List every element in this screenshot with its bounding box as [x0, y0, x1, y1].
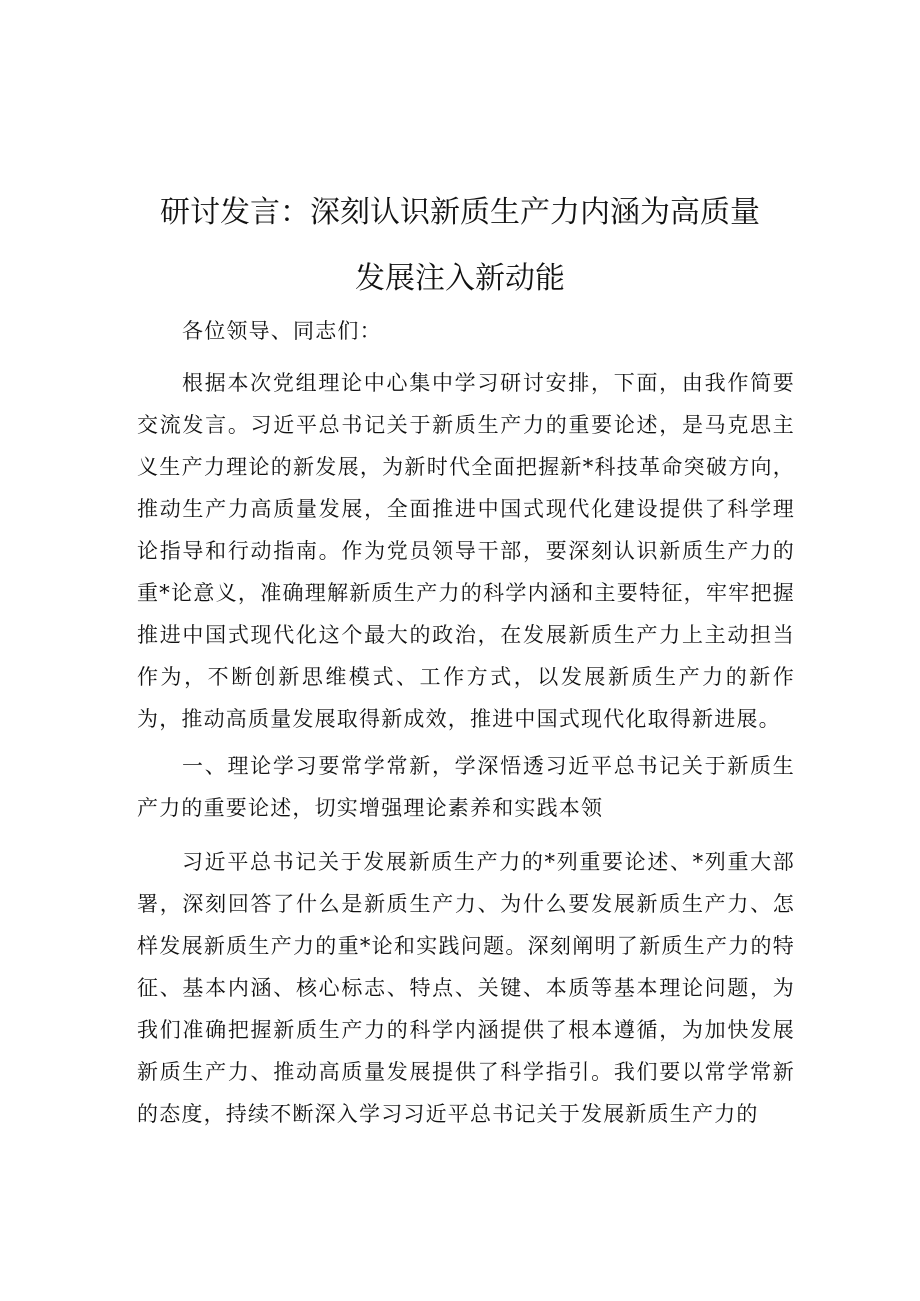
document-title-line-2: 发展注入新动能	[355, 261, 565, 296]
section-1-paragraph: 习近平总书记关于发展新质生产力的*列重要论述、*列重大部署，深刻回答了什么是新质生产力、为什么要发展新质生产力、怎样发展新质生产力的重*论和实践问题。深刻阐明了新质生产力的特征、基本内涵、核心标志、特点、关键、本质等基本理论问题，为我们准确把握新质生产力的科学内涵提供了根本遵循，为加快发展新质生产力、推动高质量发展提供了科学指引。我们要以常学常新的态度，持续不断深入学习习近平总书记关于发展新质生产力的	[137, 850, 795, 1126]
document-title-line-1: 研讨发言：深刻认识新质生产力内涵为高质量	[160, 195, 760, 230]
section-1-heading: 一、理论学习要常学常新，学深悟透习近平总书记关于新质生产力的重要论述，切实增强理论素养和实践本领	[137, 754, 795, 820]
greeting: 各位领导、同志们：	[182, 319, 382, 343]
intro-paragraph: 根据本次党组理论中心集中学习研讨安排，下面，由我作简要交流发言。习近平总书记关于新质生产力的重要论述，是马克思主义生产力理论的新发展，为新时代全面把握新*科技革命突破方向，推动生产力高质量发展，全面推进中国式现代化建设提供了科学理论指导和行动指南。作为党员领导干部，要深刻认识新质生产力的重*论意义，准确理解新质生产力的科学内涵和主要特征，牢牢把握推进中国式现代化这个最大的政治，在发展新质生产力上主动担当作为，不断创新思维模式、工作方式，以发展新质生产力的新作为，推动高质量发展取得新成效，推进中国式现代化取得新进展。	[137, 371, 795, 731]
